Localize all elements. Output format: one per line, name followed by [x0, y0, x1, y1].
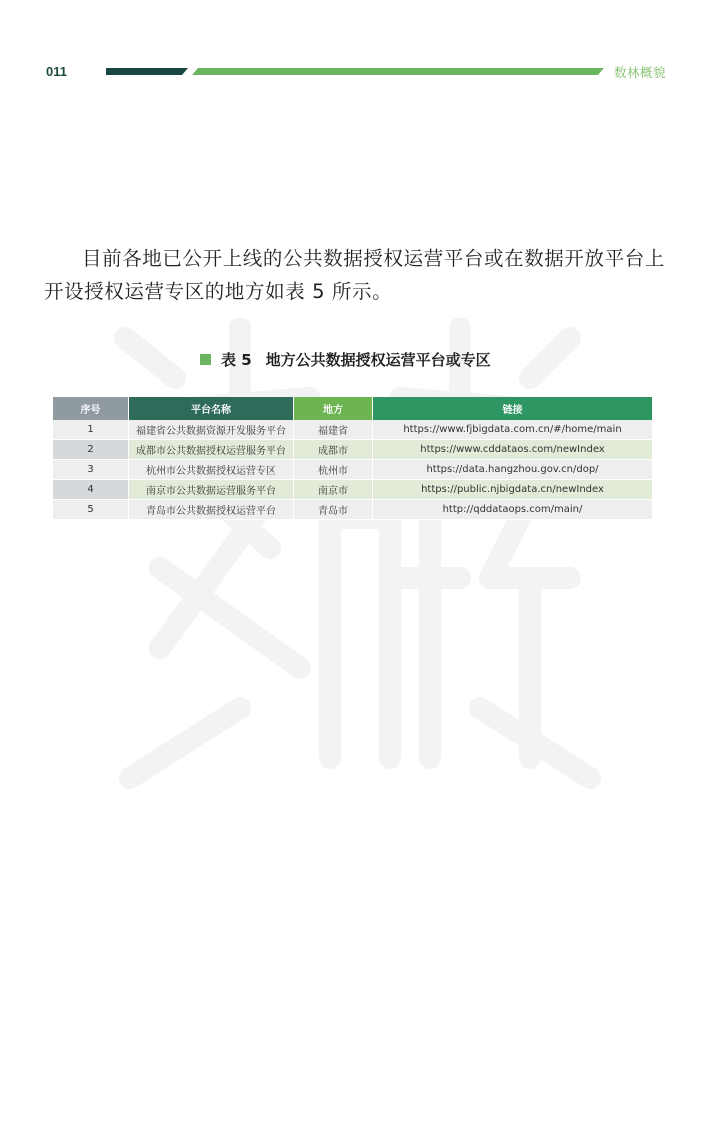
- cell-seq: 2: [53, 440, 129, 460]
- table-caption: [200, 349, 620, 370]
- cell-region: 杭州市: [294, 460, 373, 480]
- cell-name: 福建省公共数据资源开发服务平台: [129, 420, 294, 440]
- cell-link[interactable]: http://qddataops.com/main/: [373, 500, 653, 520]
- caption-label: 表 5: [221, 351, 252, 369]
- table-row: [53, 460, 653, 480]
- cell-link[interactable]: https://public.njbigdata.cn/newIndex: [373, 480, 653, 500]
- header-rule-green: [192, 68, 604, 75]
- table-row: [53, 440, 653, 460]
- cell-seq: 3: [53, 460, 129, 480]
- caption-square-icon: [200, 354, 211, 365]
- watermark-logo: [100, 318, 620, 808]
- table-row: [53, 500, 653, 520]
- page-number: 011: [46, 64, 67, 79]
- table-row: [53, 480, 653, 500]
- header-rule-dark: [106, 68, 188, 75]
- cell-link[interactable]: https://www.cddataos.com/newIndex: [373, 440, 653, 460]
- column-header-seq: 序号: [53, 397, 129, 420]
- section-title: 数林概貌: [613, 65, 666, 80]
- cell-seq: 1: [53, 420, 129, 440]
- cell-name: 成都市公共数据授权运营服务平台: [129, 440, 294, 460]
- cell-link[interactable]: https://data.hangzhou.gov.cn/dop/: [373, 460, 653, 480]
- cell-seq: 5: [53, 500, 129, 520]
- column-header-name: 平台名称: [129, 397, 294, 420]
- caption-text: 地方公共数据授权运营平台或专区: [265, 351, 491, 369]
- cell-name: 南京市公共数据运营服务平台: [129, 480, 294, 500]
- cell-region: 青岛市: [294, 500, 373, 520]
- cell-region: 成都市: [294, 440, 373, 460]
- cell-name: 杭州市公共数据授权运营专区: [129, 460, 294, 480]
- table-row: [53, 420, 653, 440]
- cell-region: 福建省: [294, 420, 373, 440]
- table-header-row: [53, 397, 653, 420]
- cell-seq: 4: [53, 480, 129, 500]
- platform-table: [53, 397, 653, 520]
- column-header-link: 链接: [373, 397, 653, 420]
- cell-region: 南京市: [294, 480, 373, 500]
- cell-name: 青岛市公共数据授权运营平台: [129, 500, 294, 520]
- column-header-region: 地方: [294, 397, 373, 420]
- body-paragraph: 目前各地已公开上线的公共数据授权运营平台或在数据开放平台上开设授权运营专区的地方如表 5 所示。: [44, 247, 665, 303]
- cell-link[interactable]: https://www.fjbigdata.com.cn/#/home/main: [373, 420, 653, 440]
